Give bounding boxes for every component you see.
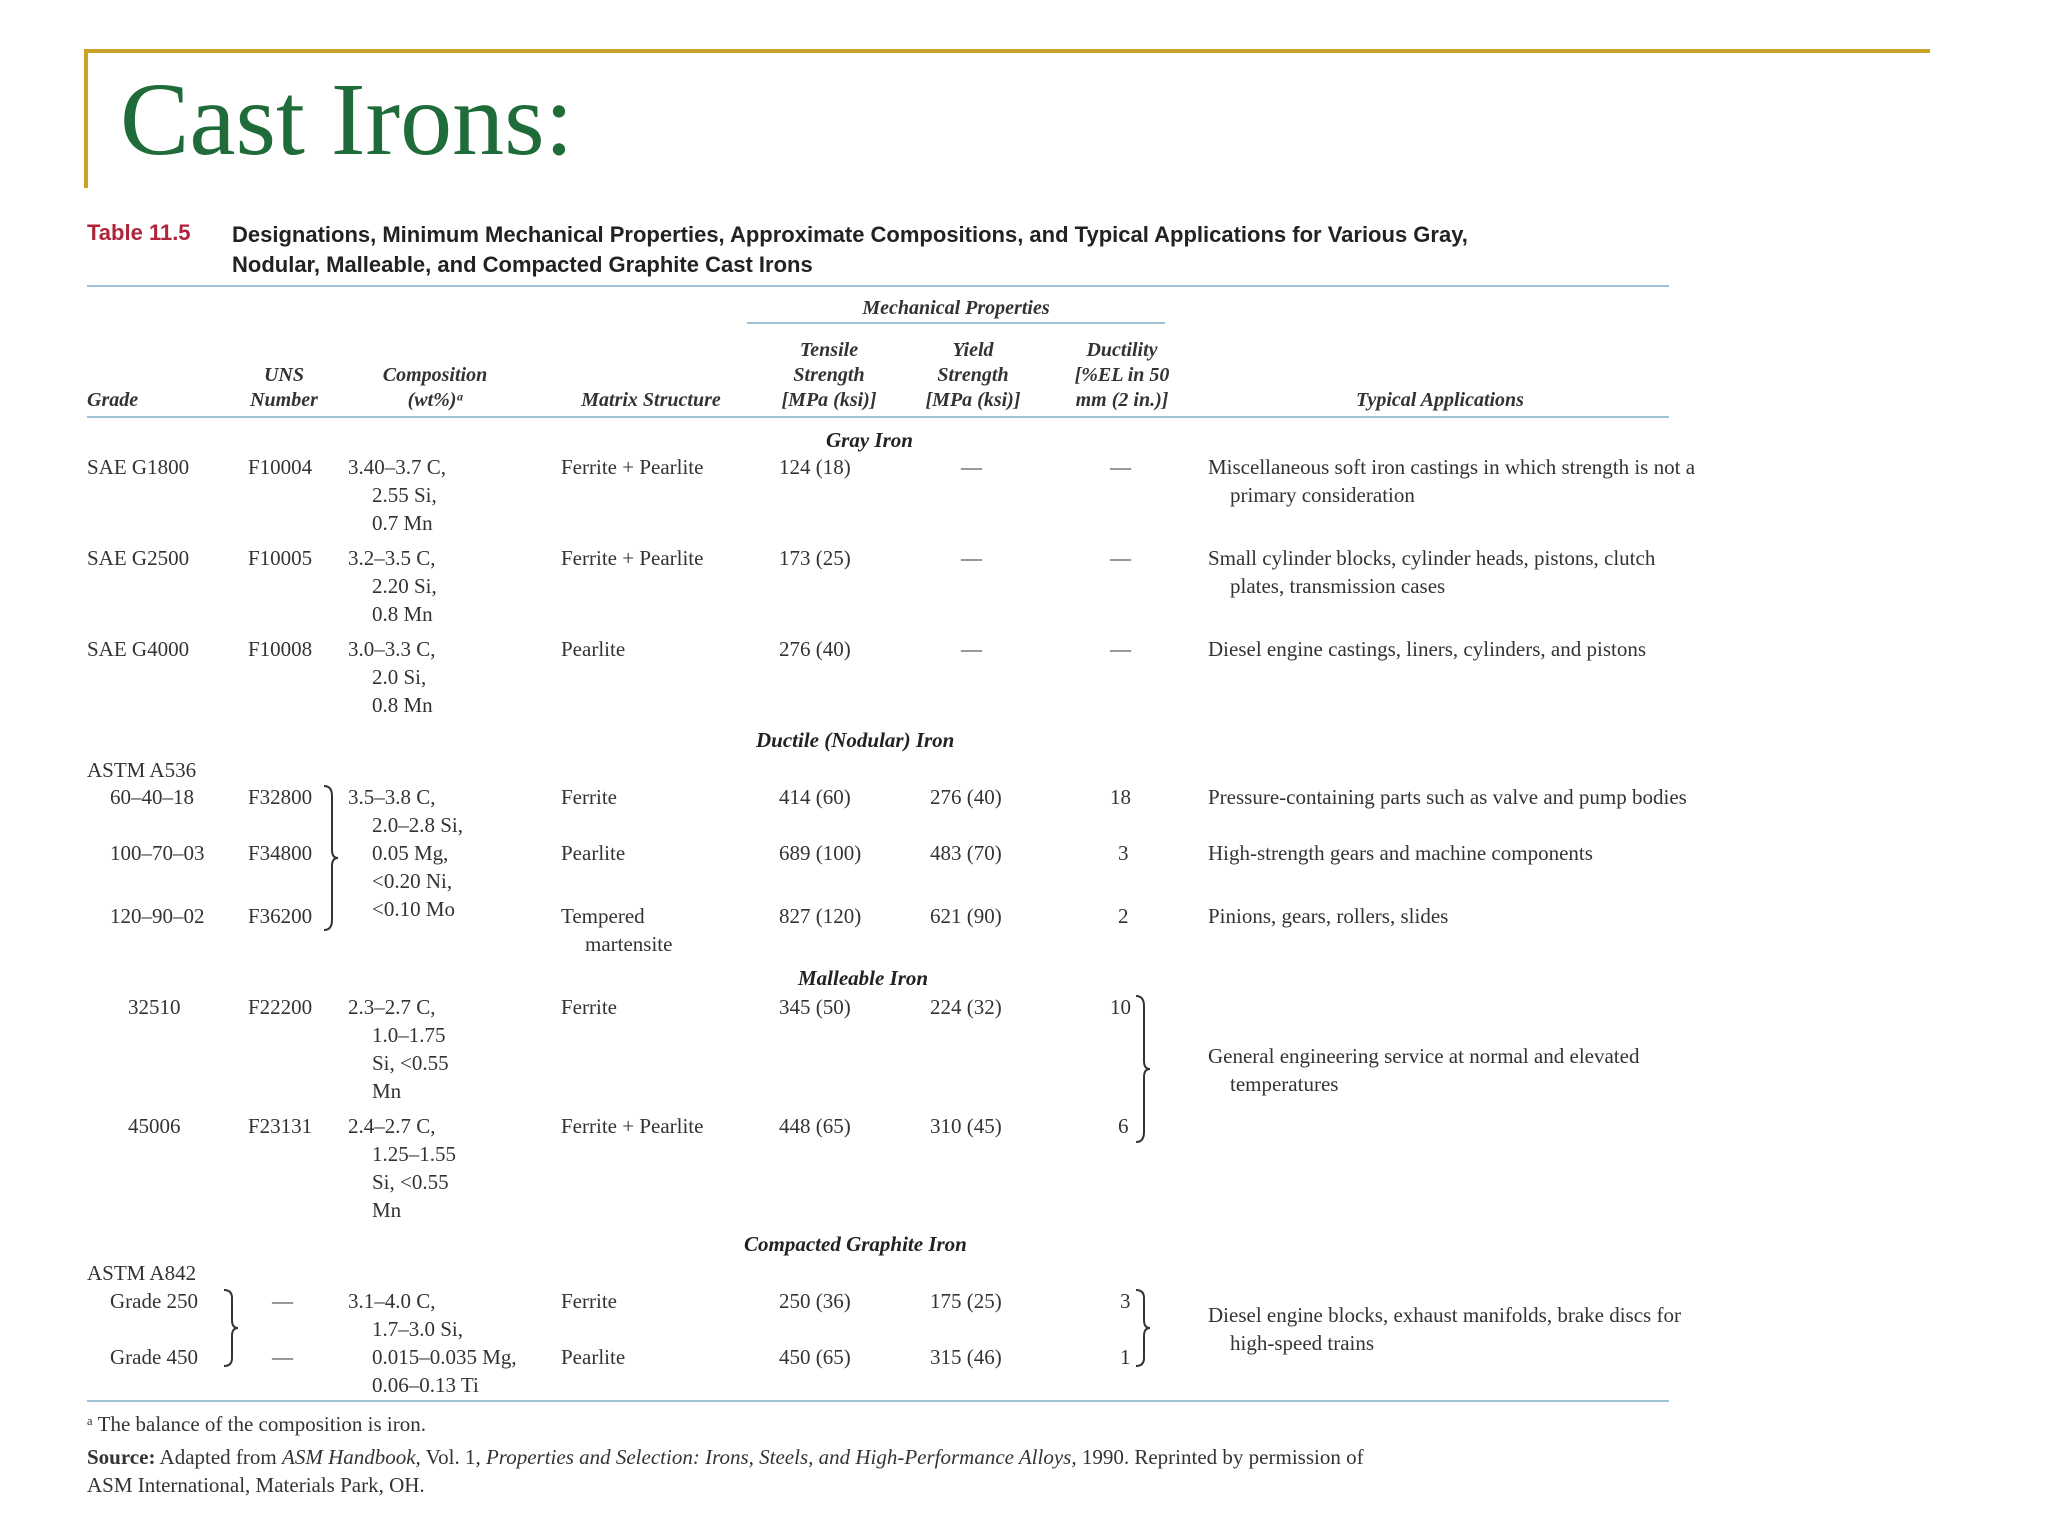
footnote-composition [87, 1410, 426, 1438]
grade-120-90-02: 120–90–02 [110, 904, 205, 928]
header-tensile-line1: Tensile [799, 339, 859, 361]
composition-line: 1.7–3.0 Si, [372, 1317, 464, 1341]
composition-line: <0.20 Ni, [372, 869, 453, 893]
composition-line: 0.7 Mn [372, 511, 433, 535]
cgi-ductility-brace [1134, 1288, 1152, 1368]
composition-line: 2.0 Si, [372, 665, 427, 689]
matrix-g4000: Pearlite [561, 637, 626, 661]
table-caption-line-2: Nodular, Malleable, and Compacted Graphite Cast Irons [232, 252, 813, 277]
header-composition-line1: Composition [382, 364, 488, 386]
footnote-mark: ᵃ [87, 1412, 93, 1436]
ductility-120-90-02: 2 [1118, 904, 1129, 928]
application-g4000: Diesel engine castings, liners, cylinders, and pistons [1208, 637, 1646, 661]
yield-60-40-18: 276 (40) [930, 785, 1002, 809]
source-title: Properties and Selection: Irons, Steels, and High-Performance Alloys, [485, 1445, 1077, 1469]
header-mechanical-properties: Mechanical Properties [862, 297, 1050, 319]
composition-astm-a842 [348, 1287, 517, 1399]
grade-250: Grade 250 [110, 1289, 199, 1313]
grade-g2500: SAE G2500 [87, 546, 190, 570]
matrix-grade-250: Ferrite [561, 1289, 617, 1313]
ductility-60-40-18: 18 [1110, 785, 1131, 809]
composition-line: 2.0–2.8 Si, [372, 813, 464, 837]
matrix-100-70-03: Pearlite [561, 841, 626, 865]
yield-grade-450: 315 (46) [930, 1345, 1002, 1369]
composition-line: 1.0–1.75 [372, 1023, 446, 1047]
uns-100-70-03: F34800 [248, 841, 313, 865]
source-vol: Vol. 1, [420, 1445, 486, 1469]
composition-line: 2.4–2.7 C, [348, 1114, 436, 1138]
ductility-g2500: — [1110, 546, 1131, 570]
uns-32510: F22200 [248, 995, 313, 1019]
header-composition [360, 363, 510, 413]
uns-g2500: F10005 [248, 546, 313, 570]
mechanical-properties-rule [747, 322, 1165, 324]
header-tensile-line2: Strength [793, 364, 865, 386]
application-compacted-graphite: Diesel engine blocks, exhaust manifolds, brake discs for high-speed trains [1208, 1303, 1681, 1355]
matrix-grade-450: Pearlite [561, 1345, 626, 1369]
header-grade: Grade [87, 389, 139, 411]
header-ductility-line3: mm (2 in.)] [1075, 389, 1169, 411]
footnote-source-line-2: ASM International, Materials Park, OH. [87, 1473, 425, 1497]
uns-grade-250: — [272, 1289, 293, 1313]
matrix-line: Tempered [561, 904, 645, 928]
grade-45006: 45006 [128, 1114, 181, 1138]
uns-120-90-02: F36200 [248, 904, 313, 928]
ductile-uns-brace [322, 784, 340, 932]
footnote-text: The balance of the composition is iron. [92, 1412, 426, 1436]
group-astm-a842: ASTM A842 [87, 1261, 197, 1285]
composition-line: <0.10 Mo [372, 897, 456, 921]
source-label: Source: [87, 1445, 156, 1469]
grade-100-70-03: 100–70–03 [110, 841, 205, 865]
yield-grade-250: 175 (25) [930, 1289, 1002, 1313]
composition-line: 2.20 Si, [372, 574, 437, 598]
table-caption [232, 220, 1672, 280]
header-ductility-line1: Ductility [1086, 339, 1158, 361]
tensile-g4000: 276 (40) [779, 637, 851, 661]
header-yield-line2: Strength [937, 364, 1009, 386]
matrix-120-90-02 [561, 902, 672, 958]
source-book: ASM Handbook, [282, 1445, 421, 1469]
tensile-32510: 345 (50) [779, 995, 851, 1019]
yield-45006: 310 (45) [930, 1114, 1002, 1138]
ductility-g1800: — [1110, 455, 1131, 479]
composition-line: Si, <0.55 [372, 1051, 449, 1075]
yield-g2500: — [961, 546, 982, 570]
header-yield-line3: [MPa (ksi)] [925, 389, 1021, 411]
ductility-grade-450: 1 [1120, 1345, 1131, 1369]
composition-line: Si, <0.55 [372, 1170, 449, 1194]
cgi-grade-brace [222, 1288, 240, 1368]
uns-g1800: F10004 [248, 455, 313, 479]
header-yield-line1: Yield [952, 339, 994, 361]
application-60-40-18: Pressure-containing parts such as valve and pump bodies [1208, 785, 1687, 809]
title-frame-left-rule [84, 49, 88, 188]
composition-line: 0.06–0.13 Ti [372, 1373, 479, 1397]
yield-120-90-02: 621 (90) [930, 904, 1002, 928]
header-ductility-line2: [%EL in 50 [1074, 364, 1170, 386]
title-frame-top-rule [84, 49, 1930, 53]
header-ductility [1048, 338, 1196, 413]
uns-grade-450: — [272, 1345, 293, 1369]
header-uns-line1: UNS [263, 364, 304, 386]
grade-32510: 32510 [128, 995, 181, 1019]
slide-title: Cast Irons: [120, 62, 574, 177]
composition-line: 3.40–3.7 C, [348, 455, 447, 479]
composition-line: 0.05 Mg, [372, 841, 449, 865]
composition-line: 1.25–1.55 [372, 1142, 456, 1166]
tensile-60-40-18: 414 (60) [779, 785, 851, 809]
header-typical-applications: Typical Applications [1356, 389, 1524, 411]
tensile-100-70-03: 689 (100) [779, 841, 862, 865]
grade-60-40-18: 60–40–18 [110, 785, 194, 809]
composition-32510 [348, 993, 449, 1105]
composition-line: 3.0–3.3 C, [348, 637, 436, 661]
composition-astm-a536 [348, 783, 463, 923]
table-bottom-rule [87, 1400, 1669, 1402]
composition-line: 0.8 Mn [372, 693, 433, 717]
composition-line: 3.2–3.5 C, [348, 546, 436, 570]
composition-line: 3.1–4.0 C, [348, 1289, 436, 1313]
section-gray-iron: Gray Iron [826, 428, 913, 452]
tensile-grade-450: 450 (65) [779, 1345, 851, 1369]
uns-45006: F23131 [248, 1114, 313, 1138]
composition-line: 2.55 Si, [372, 483, 437, 507]
malleable-ductility-brace [1134, 994, 1152, 1144]
yield-100-70-03: 483 (70) [930, 841, 1002, 865]
ductility-100-70-03: 3 [1118, 841, 1129, 865]
grade-g4000: SAE G4000 [87, 637, 190, 661]
composition-g1800 [348, 453, 446, 537]
tensile-grade-250: 250 (36) [779, 1289, 851, 1313]
matrix-g2500: Ferrite + Pearlite [561, 546, 704, 570]
header-bottom-rule [87, 416, 1669, 418]
ductility-g4000: — [1110, 637, 1131, 661]
composition-line: 2.3–2.7 C, [348, 995, 436, 1019]
source-pre: Adapted from [155, 1445, 282, 1469]
matrix-60-40-18: Ferrite [561, 785, 617, 809]
section-compacted-graphite-iron: Compacted Graphite Iron [744, 1232, 967, 1256]
composition-45006 [348, 1112, 456, 1224]
table-caption-line-1: Designations, Minimum Mechanical Properties, Approximate Compositions, and Typical Applications for Various Gray, [232, 222, 1468, 247]
tensile-g2500: 173 (25) [779, 546, 851, 570]
tensile-g1800: 124 (18) [779, 455, 851, 479]
ductility-grade-250: 3 [1120, 1289, 1131, 1313]
composition-line: Mn [372, 1198, 402, 1222]
grade-g1800: SAE G1800 [87, 455, 190, 479]
composition-line: Mn [372, 1079, 402, 1103]
section-ductile-iron: Ductile (Nodular) Iron [756, 728, 955, 752]
application-g2500: Small cylinder blocks, cylinder heads, pistons, clutch plates, transmission cases [1208, 546, 1656, 598]
header-composition-line2: (wt%)ᵃ [407, 389, 463, 411]
composition-line: 0.8 Mn [372, 602, 433, 626]
section-malleable-iron: Malleable Iron [798, 966, 929, 990]
application-malleable: General engineering service at normal and elevated temperatures [1208, 1044, 1640, 1096]
matrix-45006: Ferrite + Pearlite [561, 1114, 704, 1138]
composition-line: 0.015–0.035 Mg, [372, 1345, 517, 1369]
group-astm-a536: ASTM A536 [87, 758, 197, 782]
yield-g1800: — [961, 455, 982, 479]
header-tensile-line3: [MPa (ksi)] [781, 389, 877, 411]
table-number: Table 11.5 [87, 220, 191, 245]
composition-g4000 [348, 635, 436, 719]
application-120-90-02: Pinions, gears, rollers, slides [1208, 904, 1449, 928]
header-matrix-structure: Matrix Structure [581, 389, 721, 411]
header-uns [232, 363, 336, 413]
matrix-line: martensite [585, 932, 673, 956]
application-g1800: Miscellaneous soft iron castings in which strength is not a primary consideration [1208, 455, 1696, 507]
composition-g2500 [348, 544, 437, 628]
matrix-g1800: Ferrite + Pearlite [561, 455, 704, 479]
header-tensile-strength [756, 338, 902, 413]
uns-60-40-18: F32800 [248, 785, 313, 809]
tensile-45006: 448 (65) [779, 1114, 851, 1138]
ductility-45006: 6 [1118, 1114, 1129, 1138]
header-uns-line2: Number [250, 389, 318, 411]
grade-450: Grade 450 [110, 1345, 199, 1369]
matrix-32510: Ferrite [561, 995, 617, 1019]
header-yield-strength [906, 338, 1040, 413]
table-top-rule [87, 285, 1669, 287]
yield-32510: 224 (32) [930, 995, 1002, 1019]
source-post: 1990. Reprinted by permission of [1076, 1445, 1364, 1469]
application-100-70-03: High-strength gears and machine components [1208, 841, 1593, 865]
ductility-32510: 10 [1110, 995, 1131, 1019]
tensile-120-90-02: 827 (120) [779, 904, 862, 928]
composition-line: 3.5–3.8 C, [348, 785, 436, 809]
yield-g4000: — [961, 637, 982, 661]
uns-g4000: F10008 [248, 637, 313, 661]
footnote-source [87, 1443, 1364, 1471]
